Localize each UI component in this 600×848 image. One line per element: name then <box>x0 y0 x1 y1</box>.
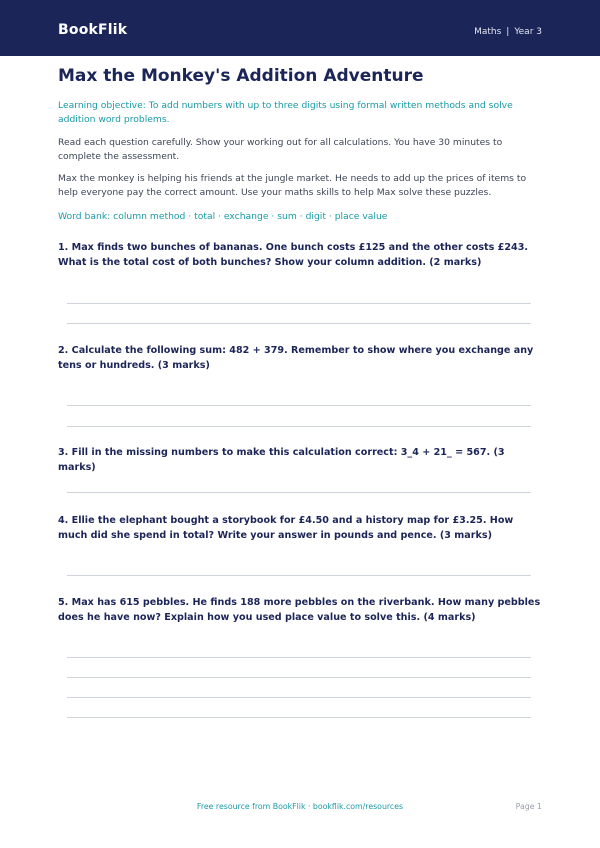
page-title: Max the Monkey's Addition Adventure <box>58 66 424 86</box>
learning-objective: Learning objective: To add numbers with up to three digits using formal written methods and solve addition word problems. <box>58 100 513 125</box>
question-5: 5. Max has 615 pebbles. He finds 188 more pebbles on the riverbank. How many pebbles does he have now? Explain how you used place value to solve this. (4 marks) <box>58 597 541 623</box>
footer-link[interactable]: Free resource from BookFlik · bookflik.com/resources <box>196 802 404 811</box>
answer-line-q1-2[interactable] <box>67 323 531 324</box>
subject-label: Maths <box>474 27 502 37</box>
answer-line-q5-1[interactable] <box>67 657 531 658</box>
story-paragraph: Max the monkey is helping his friends at the jungle market. He needs to add up the prices of items to help everyone pay the correct amount. Use your maths skills to help Max solve these puzzles. <box>58 173 527 198</box>
answer-line-q5-3[interactable] <box>67 697 531 698</box>
answer-line-q2-2[interactable] <box>67 426 531 427</box>
page-number: Page 1 <box>515 802 542 811</box>
answer-line-q4-1[interactable] <box>67 575 531 576</box>
question-3: 3. Fill in the missing numbers to make this calculation correct: 3_4 + 21_ = 567. (3 marks) <box>58 447 505 473</box>
answer-line-q2-1[interactable] <box>67 405 531 406</box>
meta-separator: | <box>506 27 510 37</box>
brand-logo[interactable]: BookFlik <box>58 22 128 38</box>
answer-line-q1-1[interactable] <box>67 303 531 304</box>
answer-line-q5-2[interactable] <box>67 677 531 678</box>
answer-line-q3-1[interactable] <box>67 492 531 493</box>
question-2: 2. Calculate the following sum: 482 + 379. Remember to show where you exchange any tens or hundreds. (3 marks) <box>58 345 534 371</box>
question-4: 4. Ellie the elephant bought a storybook for £4.50 and a history map for £3.25. How much did she spend in total? Write your answer in pounds and pence. (3 marks) <box>58 515 514 541</box>
page-header <box>0 0 600 56</box>
question-1: 1. Max finds two bunches of bananas. One bunch costs £125 and the other costs £243. What is the total cost of both bunches? Show your column addition. (2 marks) <box>58 242 529 268</box>
answer-line-q5-4[interactable] <box>67 717 531 718</box>
instructions-paragraph: Read each question carefully. Show your working out for all calculations. You have 30 minutes to complete the assessment. <box>58 137 503 162</box>
subject-year-label <box>474 27 542 37</box>
word-bank: Word bank: column method · total · exchange · sum · digit · place value <box>58 211 388 222</box>
year-label: Year 3 <box>514 27 542 37</box>
